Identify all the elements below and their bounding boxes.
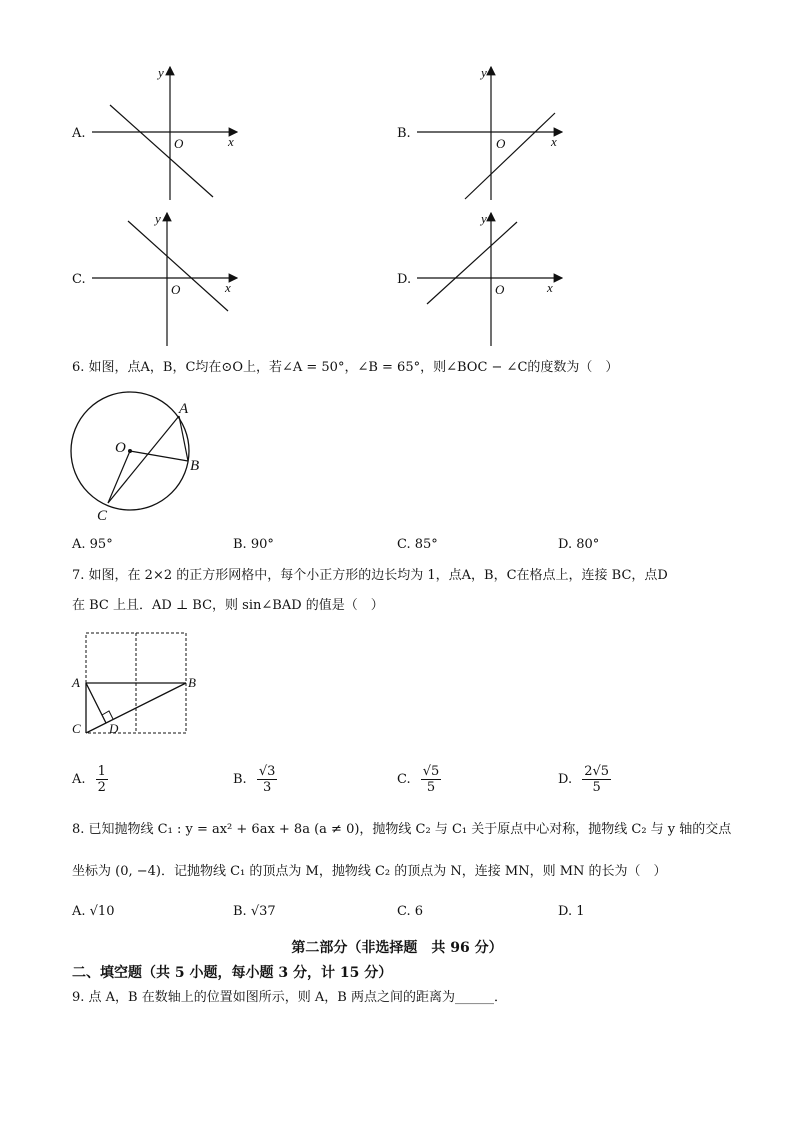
q6-label-a: A — [179, 401, 189, 417]
graph-d-origin: O — [495, 282, 505, 297]
q6-circle-figure — [60, 390, 220, 530]
graphs-svg — [0, 0, 794, 360]
q8-option-b[interactable]: B. √37 — [233, 904, 276, 919]
q7-label-c: C — [72, 721, 81, 736]
q7-option-d-den: 5 — [592, 780, 601, 795]
graph-d-label: D. — [397, 272, 412, 287]
graph-a-x-label: x — [228, 134, 234, 149]
graph-d-x-label: x — [547, 280, 553, 295]
q7-line2: 在 BC 上且．AD ⊥ BC，则 sin∠BAD 的值是（ ） — [72, 598, 384, 613]
graph-a-plot — [92, 67, 237, 200]
q6-label-o: O — [115, 440, 126, 456]
q6-text: 6. 如图，点A，B，C均在⊙O上，若∠A = 50°，∠B = 65°，则∠BOC − ∠C的度数为（ ） — [72, 360, 619, 375]
section2-title: 二、填空题（共 5 小题，每小题 3 分，计 15 分） — [72, 965, 393, 981]
q7-option-d[interactable] — [558, 764, 611, 795]
q9-text: 9. 点 A，B 在数轴上的位置如图所示，则 A，B 两点之间的距离为______． — [72, 990, 507, 1005]
q6-option-c[interactable]: C. 85° — [397, 537, 438, 552]
q8-option-a[interactable]: A. √10 — [72, 904, 115, 919]
graph-b-label: B. — [397, 126, 411, 141]
q7-label-a: A — [72, 675, 80, 690]
q7-option-a-den: 2 — [97, 780, 106, 795]
q8-line2: 坐标为 (0, −4)．记抛物线 C₁ 的顶点为 M，抛物线 C₂ 的顶点为 N，连接 MN，则 MN 的长为（ ） — [72, 864, 667, 879]
q7-grid-figure — [66, 625, 206, 745]
q7-option-a-label: A. — [72, 772, 86, 787]
graph-c-origin: O — [171, 282, 181, 297]
graph-d-y-label: y — [481, 211, 487, 226]
graph-c-y-label: y — [155, 211, 161, 226]
q7-option-b-label: B. — [233, 772, 247, 787]
part2-title: 第二部分（非选择题 共 96 分） — [291, 940, 503, 956]
graph-b-line — [465, 113, 555, 199]
graph-b-origin: O — [496, 136, 506, 151]
graph-c-x-label: x — [225, 280, 231, 295]
q7-option-b[interactable] — [233, 764, 277, 795]
q7-option-c-fraction — [421, 764, 442, 795]
graph-a-line — [110, 105, 213, 197]
q6-label-b: B — [190, 458, 200, 474]
q7-label-d: D — [109, 721, 119, 736]
graph-b-y-label: y — [481, 65, 487, 80]
q7-option-a[interactable] — [72, 764, 108, 795]
graph-c-plot — [92, 213, 237, 346]
q7-option-a-fraction — [96, 764, 108, 795]
q7-option-a-num: 1 — [97, 764, 106, 779]
q7-label-b: B — [188, 675, 196, 690]
q7-option-b-den: 3 — [262, 780, 272, 795]
graph-a-y-label: y — [158, 65, 164, 80]
q8-line1: 8. 已知抛物线 C₁ : y = ax² + 6ax + 8a (a ≠ 0)，抛物线 C₂ 与 C₁ 关于原点中心对称，抛物线 C₂ 与 y 轴的交点 — [72, 822, 732, 837]
q7-option-d-fraction — [582, 764, 611, 795]
q8-option-c[interactable]: C. 6 — [397, 904, 424, 919]
graph-b-x-label: x — [551, 134, 557, 149]
graph-b-plot — [417, 67, 562, 200]
q6-option-d[interactable]: D. 80° — [558, 537, 600, 552]
q7-option-c-num: √5 — [422, 764, 440, 779]
q7-option-c[interactable] — [397, 764, 441, 795]
graph-a-origin: O — [174, 136, 184, 151]
q7-option-d-num: 2√5 — [584, 764, 610, 779]
q7-line1: 7. 如图，在 2×2 的正方形网格中，每个小正方形的边长均为 1，点A，B，C在格点上，连接 BC，点D — [72, 568, 668, 583]
q8-option-d[interactable]: D. 1 — [558, 904, 585, 919]
graph-a-label: A. — [72, 126, 86, 141]
q6-label-c: C — [97, 508, 108, 524]
q7-option-d-label: D. — [558, 772, 573, 787]
q7-option-c-den: 5 — [426, 780, 436, 795]
q7-option-c-label: C. — [397, 772, 411, 787]
graph-c-label: C. — [72, 272, 86, 287]
q7-option-b-fraction — [257, 764, 278, 795]
q6-option-b[interactable]: B. 90° — [233, 537, 274, 552]
q6-option-a[interactable]: A. 95° — [72, 537, 113, 552]
q7-option-b-num: √3 — [258, 764, 276, 779]
graph-d-plot — [417, 213, 562, 346]
graph-c-line — [128, 221, 228, 311]
